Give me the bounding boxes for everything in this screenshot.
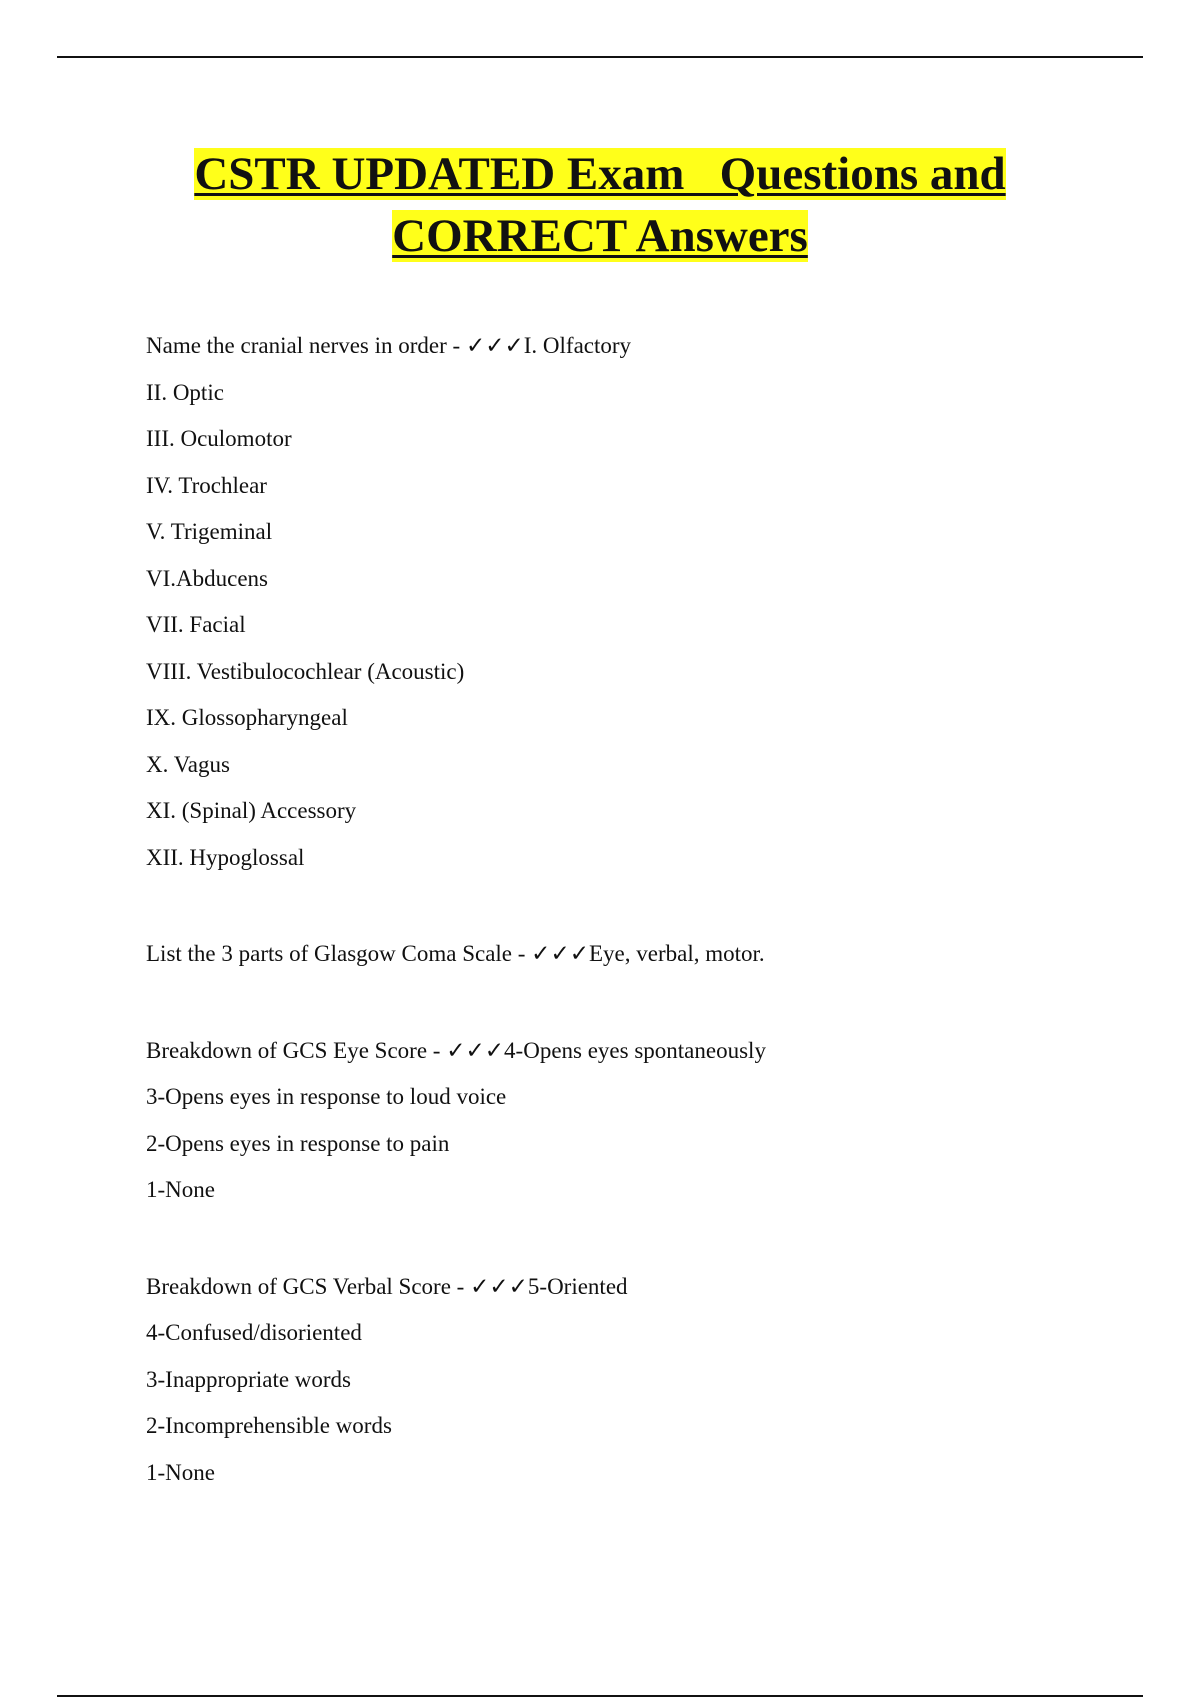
qa-gcs-eye [146, 1035, 1146, 1221]
answer-text: 4-Opens eyes spontaneously [504, 1037, 766, 1063]
answer-line: 3-Opens eyes in response to loud voice [146, 1084, 507, 1109]
question-text: Breakdown of GCS Verbal Score - [146, 1273, 471, 1299]
checkmark-icon: ✓✓✓ [470, 1273, 528, 1299]
question-text: Breakdown of GCS Eye Score - [146, 1037, 447, 1063]
document-title [0, 143, 1200, 267]
answer-line: 1-None [146, 1177, 215, 1202]
answer-line: IX. Glossopharyngeal [146, 705, 348, 730]
answer-text: Eye, verbal, motor. [589, 941, 765, 966]
question-text: Name the cranial nerves in order - [146, 333, 466, 358]
answer-line: VIII. Vestibulocochlear (Acoustic) [146, 658, 465, 684]
answer-line: II. Optic [146, 379, 224, 405]
qa-gcs-verbal [146, 1271, 1146, 1504]
checkmark-icon: ✓✓✓ [531, 941, 589, 966]
answer-line: 2-Opens eyes in response to pain [146, 1130, 450, 1156]
question-text: List the 3 parts of Glasgow Coma Scale - [146, 941, 532, 966]
checkmark-icon: ✓✓✓ [446, 1037, 505, 1063]
title-line-1: CSTR UPDATED Exam Questions and [194, 148, 1006, 200]
answer-line: III. Oculomotor [146, 426, 292, 451]
title-line-2: CORRECT Answers [392, 210, 808, 262]
qa-glasgow-parts [146, 938, 1146, 985]
answer-line: VII. Facial [146, 612, 246, 637]
question-line [146, 1271, 1146, 1318]
question-line [146, 938, 1146, 985]
answer-line: 3-Inappropriate words [146, 1366, 352, 1392]
answer-line: X. Vagus [146, 751, 230, 777]
question-line [146, 1035, 1146, 1082]
answer-line: IV. Trochlear [146, 472, 267, 498]
answer-text: I. Olfactory [523, 333, 632, 358]
answer-line: XII. Hypoglossal [146, 844, 305, 870]
answer-line: XI. (Spinal) Accessory [146, 798, 357, 823]
question-line [146, 330, 1146, 377]
qa-cranial-nerves [146, 330, 1146, 888]
header-rule [57, 56, 1143, 58]
answer-line: 1-None [146, 1459, 215, 1485]
answer-line: V. Trigeminal [146, 519, 273, 544]
checkmark-icon: ✓✓✓ [465, 333, 524, 358]
answer-line: VI.Abducens [146, 565, 268, 591]
answer-line: 2-Incomprehensible words [146, 1413, 392, 1438]
answer-line: 4-Confused/disoriented [146, 1320, 362, 1345]
footer-rule [57, 1695, 1143, 1697]
answer-text: 5-Oriented [527, 1273, 628, 1299]
qa-content [146, 330, 1146, 1503]
